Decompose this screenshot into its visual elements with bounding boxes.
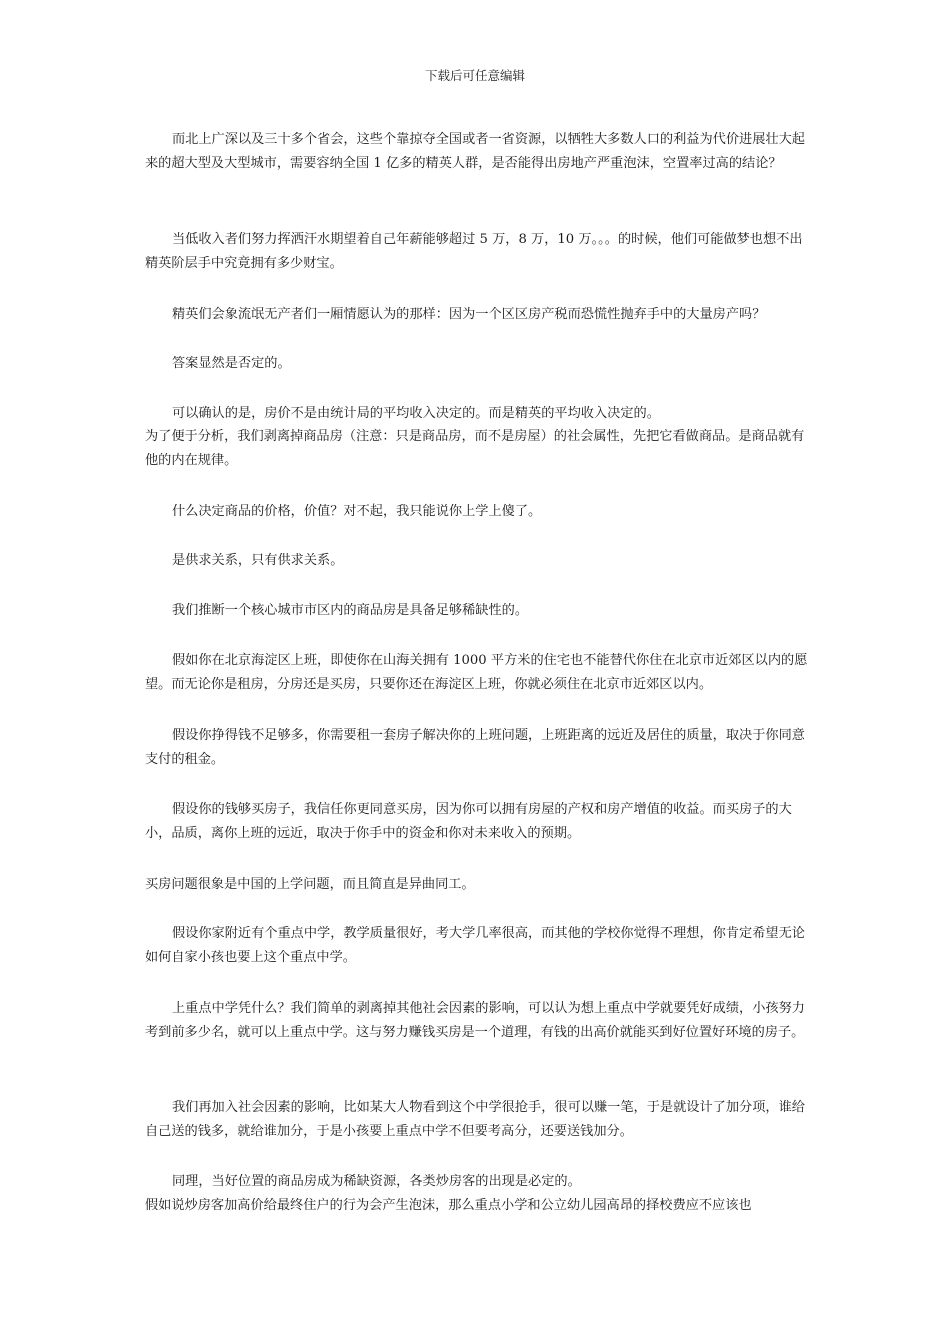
paragraph-15: 上重点中学凭什么？我们简单的剥离掉其他社会因素的影响，可以认为想上重点中学就要凭好成绩，小孩努力考到前多少名，就可以上重点中学。这与努力赚钱买房是一个道理，有钱的出高价就能买到好位置好环境的房子。	[145, 1001, 805, 1040]
paragraph-8: 是供求关系，只有供求关系。	[172, 553, 344, 568]
page-header: 下载后可任意编辑	[424, 68, 525, 83]
paragraph-4: 答案显然是否定的。	[172, 356, 291, 371]
paragraph-17: 同理，当好位置的商品房成为稀缺资源，各类炒房客的出现是必定的。	[172, 1174, 581, 1189]
paragraph-7: 什么决定商品的价格，价值？对不起，我只能说你上学上傻了。	[172, 504, 542, 519]
paragraph-10: 假如你在北京海淀区上班，即使你在山海关拥有 1000 平方米的住宅也不能替代你住在北京市近郊区以内的愿望。而无论你是租房，分房还是买房，只要你还在海淀区上班，你就必须住在北京市近郊区以内。	[145, 653, 808, 692]
paragraph-5: 可以确认的是，房价不是由统计局的平均收入决定的。而是精英的平均收入决定的。	[172, 406, 660, 421]
paragraph-16: 我们再加入社会因素的影响，比如某大人物看到这个中学很抢手，很可以赚一笔，于是就设计了加分项，谁给自己送的钱多，就给谁加分，于是小孩要上重点中学不但要考高分，还要送钱加分。	[145, 1100, 805, 1139]
paragraph-2: 当低收入者们努力挥洒汗水期望着自己年薪能够超过 5 万，8 万，10 万。。。的时候，他们可能做梦也想不出精英阶层手中究竟拥有多少财宝。	[145, 232, 803, 271]
paragraph-9: 我们推断一个核心城市市区内的商品房是具备足够稀缺性的。	[172, 603, 529, 618]
paragraph-11: 假设你挣得钱不足够多，你需要租一套房子解决你的上班问题，上班距离的远近及居住的质量，取决于你同意支付的租金。	[145, 728, 805, 767]
paragraph-14: 假设你家附近有个重点中学，教学质量很好，考大学几率很高，而其他的学校你觉得不理想，你肯定希望无论如何自家小孩也要上这个重点中学。	[145, 926, 805, 965]
paragraph-18: 假如说炒房客加高价给最终住户的行为会产生泡沫，那么重点小学和公立幼儿园高昂的择校费应不应该也	[145, 1198, 752, 1213]
paragraph-12: 假设你的钱够买房子，我信任你更同意买房，因为你可以拥有房屋的产权和房产增值的收益。而买房子的大小，品质，离你上班的远近，取决于你手中的资金和你对未来收入的预期。	[145, 802, 792, 841]
paragraph-3: 精英们会象流氓无产者们一厢情愿认为的那样：因为一个区区房产税而恐慌性抛弃手中的大量房产吗？	[172, 307, 766, 322]
paragraph-13: 买房问题很象是中国的上学问题，而且简直是异曲同工。	[145, 877, 475, 892]
paragraph-6: 为了便于分析，我们剥离掉商品房（注意：只是商品房，而不是房屋）的社会属性，先把它看做商品。是商品就有他的内在规律。	[145, 429, 805, 468]
paragraph-1: 而北上广深以及三十多个省会，这些个靠掠夺全国或者一省资源，以牺牲大多数人口的利益为代价进展壮大起来的超大型及大型城市，需要容纳全国 1 亿多的精英人群，是否能得出房地产严重泡沫，空置率过高的结论？	[145, 132, 805, 171]
